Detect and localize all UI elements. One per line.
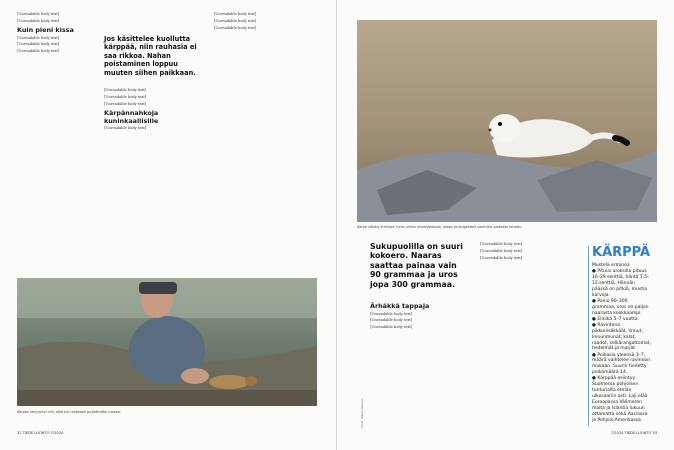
factbox-item: ● Ravintona pikkunisäkkäät, linnut, linnunmunat, kalat, raadot, selkärangattomat, hedelmät ja marjat. xyxy=(592,322,651,352)
body-paragraph: [Unreadable body text] xyxy=(214,18,257,23)
body-paragraph: [Unreadable body text] xyxy=(480,255,523,260)
photo-credit: Kuvat: Tapani Saarinen xyxy=(361,398,364,428)
body-paragraph: [Unreadable body text] xyxy=(480,248,523,253)
body-paragraph: [Unreadable body text] xyxy=(17,35,60,40)
factbox-item: ● Kärppää esiintyy Suomessa pohjoisen tunturialta etelän ulkosaariin asti. Laji elää Euroopassa Välimeren maita ja Islantia lukuun ottamatta sekä Aasiassa ja Pohjois-Amerikassa. xyxy=(592,376,648,423)
body-paragraph: [Unreadable body text] xyxy=(370,325,413,330)
right-photo-caption: Kärpä vähänj erityisen hyvin pihan kiviröykköissä, joissa se singahtelii vauhdilla paikasta toiseen. xyxy=(357,225,523,229)
body-paragraph: [Unreadable body text] xyxy=(17,18,60,23)
left-photo-caption: Kärpän keuyyntyi niin, että tuli rohkeasti pyydämään ruokaa. xyxy=(17,410,121,414)
spread-gutter xyxy=(336,0,337,450)
body-paragraph: [Unreadable body text] xyxy=(104,88,147,92)
factbox-item: Mustela erminea xyxy=(592,263,630,268)
factbox-item: ● Poikasia yleensä 3–7, määrä vaihtelee ravinnon mukaan. Suurin tiedetty poikamäärä 14. xyxy=(592,352,651,376)
left-column-3 xyxy=(214,12,317,272)
factbox-item: ● Pituus uroksilla pituus 16–29 senttiä, häntä 7,5–12 senttiä. Hännän päässä on pitkiä, mustia karvoja. xyxy=(592,269,650,298)
right-column-3 xyxy=(480,242,580,428)
body-paragraph: [Unreadable body text] xyxy=(17,12,60,16)
photo-illustration xyxy=(17,278,317,406)
left-column-2 xyxy=(104,88,206,272)
body-paragraph: [Unreadable body text] xyxy=(370,318,413,323)
factbox xyxy=(588,246,652,426)
left-folio: 32 TIEDE LUONTO 7/2024 xyxy=(17,431,64,435)
factbox-item: ● Elinikä 5–7 vuotta. xyxy=(592,316,639,322)
right-column-2 xyxy=(370,300,473,428)
body-paragraph: [Unreadable body text] xyxy=(480,242,523,246)
body-paragraph: [Unreadable body text] xyxy=(104,101,147,106)
body-paragraph: [Unreadable body text] xyxy=(214,12,257,16)
body-paragraph: [Unreadable body text] xyxy=(104,94,147,99)
body-paragraph: [Unreadable body text] xyxy=(370,311,413,316)
body-paragraph: [Unreadable body text] xyxy=(17,49,60,54)
pull-quote: Jos käsittelee kuollutta kärppää, niin rauhasia ei saa rikkoa. Nahan poistaminen loppuu muuten siihen paikkaan. xyxy=(104,35,197,77)
body-paragraph: [Unreadable body text] xyxy=(214,25,257,30)
stoat-photo xyxy=(357,20,657,222)
body-paragraph: [Unreadable body text] xyxy=(17,42,60,47)
person-feeding-stoat-photo xyxy=(17,278,317,406)
left-column-1 xyxy=(17,12,95,272)
subheading: Kärpännahkoja kuninkaallisille xyxy=(104,108,159,125)
subheading: Ärhäkkä tappaja xyxy=(370,302,430,310)
article-headline: Sukupuolilla on suuri kokoero. Naaras saattaa painaa vain 90 grammaa ja uros jopa 300 grammaa. xyxy=(370,242,463,289)
factbox-item: ● Paino 90–300 grammaa, uros on paljon naarasta kookkaampi. xyxy=(592,298,649,316)
stoat-illustration xyxy=(357,20,657,222)
subheading: Kuin pieni kissa xyxy=(17,26,74,34)
factbox-title: KÄRPPÄ xyxy=(592,245,651,260)
body-paragraph: [Unreadable body text] xyxy=(104,126,147,131)
right-folio: 7/2024 TIEDE LUONTO 33 xyxy=(610,431,657,435)
